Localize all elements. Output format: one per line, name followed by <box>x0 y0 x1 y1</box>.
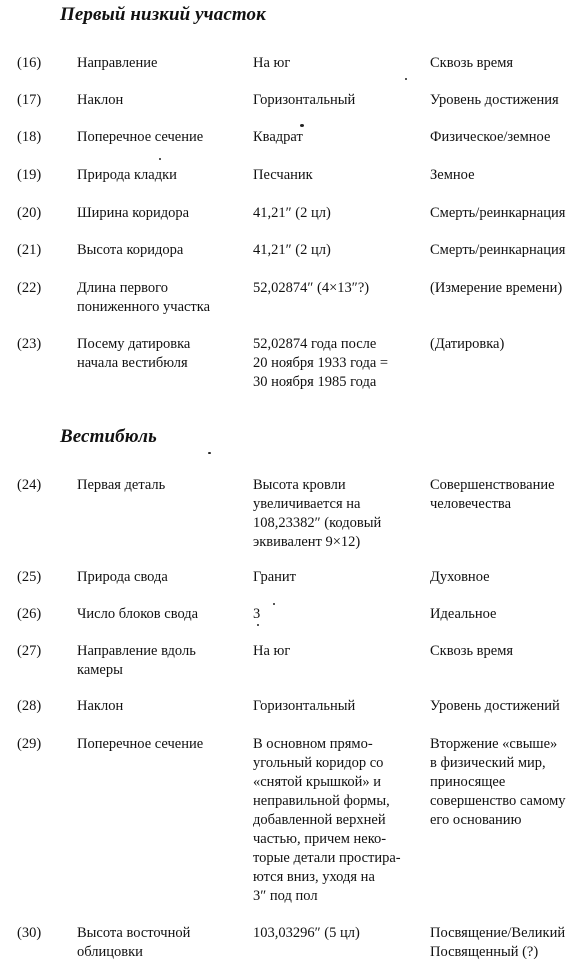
row-meaning: Уровень достижения <box>430 92 559 108</box>
row-meaning: (Измерение времени) <box>430 280 563 296</box>
section-title-first-low-passage: Первый низкий участок <box>60 4 266 25</box>
row-number: (17) <box>17 92 42 108</box>
row-value: Песчаник <box>253 167 313 183</box>
row-value: 103,03296″ (5 цл) <box>253 925 360 941</box>
row-number: (29) <box>17 736 42 752</box>
row-parameter: Наклон <box>77 92 124 108</box>
scan-speck <box>273 603 275 605</box>
row-parameter: Число блоков свода <box>77 606 199 622</box>
row-meaning: Духовное <box>430 569 490 585</box>
row-number: (30) <box>17 925 42 941</box>
row-value: 41,21″ (2 цл) <box>253 242 331 258</box>
row-number: (27) <box>17 643 42 659</box>
row-number: (28) <box>17 698 42 714</box>
row-meaning: Сквозь время <box>430 643 514 659</box>
row-parameter: Посему датировка начала вестибюля <box>77 336 191 371</box>
row-meaning: Смерть/реинкарнация <box>430 205 566 221</box>
scan-speck <box>159 158 161 160</box>
row-value: Горизонтальный <box>253 92 356 108</box>
row-meaning: Совершенствование человечества <box>430 477 555 512</box>
row-number: (23) <box>17 336 42 352</box>
row-value: 52,02874″ (4×13″?) <box>253 280 370 296</box>
row-value: 41,21″ (2 цл) <box>253 205 331 221</box>
row-parameter: Ширина коридора <box>77 205 190 221</box>
row-number: (25) <box>17 569 42 585</box>
row-parameter: Наклон <box>77 698 124 714</box>
row-meaning: Земное <box>430 167 475 183</box>
row-meaning: Уровень достижений <box>430 698 560 714</box>
row-meaning: Сквозь время <box>430 55 514 71</box>
section-title-vestibule: Вестибюль <box>60 426 157 447</box>
row-parameter: Высота восточной облицовки <box>77 925 191 960</box>
row-meaning: Смерть/реинкарнация <box>430 242 566 258</box>
row-number: (24) <box>17 477 42 493</box>
row-value: Горизонтальный <box>253 698 356 714</box>
row-number: (20) <box>17 205 42 221</box>
row-parameter: Природа кладки <box>77 167 177 183</box>
row-parameter: Первая деталь <box>77 477 166 493</box>
row-value: В основном прямо- угольный коридор со «снятой крышкой» и неправильной формы, добавленной верхней частью, причем неко- торые детали простира- ются вниз, уходя на 3″ под пол <box>253 736 401 904</box>
row-number: (21) <box>17 242 42 258</box>
row-meaning: Физическое/земное <box>430 129 551 145</box>
row-value: Квадрат <box>253 129 303 145</box>
row-parameter: Поперечное сечение <box>77 129 204 145</box>
row-parameter: Природа свода <box>77 569 168 585</box>
row-number: (26) <box>17 606 42 622</box>
row-meaning: Идеальное <box>430 606 497 622</box>
row-value: На юг <box>253 643 291 659</box>
row-value: На юг <box>253 55 291 71</box>
row-number: (19) <box>17 167 42 183</box>
row-meaning: (Датировка) <box>430 336 505 352</box>
row-meaning: Посвящение/Великий Посвященный (?) <box>430 925 566 960</box>
row-parameter: Высота коридора <box>77 242 184 258</box>
row-parameter: Длина первого пониженного участка <box>77 280 211 315</box>
row-number: (22) <box>17 280 42 296</box>
row-parameter: Поперечное сечение <box>77 736 204 752</box>
scan-speck <box>300 124 304 127</box>
row-parameter: Направление <box>77 55 158 71</box>
row-number: (16) <box>17 55 42 71</box>
row-value: Гранит <box>253 569 297 585</box>
row-value: Высота кровли увеличивается на 108,23382″ (кодовый эквивалент 9×12) <box>253 477 382 550</box>
row-value: 3 <box>253 606 261 622</box>
row-number: (18) <box>17 129 42 145</box>
row-meaning: Вторжение «свыше» в физический мир, приносящее совершенство самому его основанию <box>430 736 566 828</box>
row-value: 52,02874 года после 20 ноября 1933 года = 30 ноября 1985 года <box>253 336 389 390</box>
scan-speck <box>257 624 259 626</box>
row-parameter: Направление вдоль камеры <box>77 643 196 678</box>
scan-speck <box>405 78 407 80</box>
scan-speck <box>208 452 211 454</box>
